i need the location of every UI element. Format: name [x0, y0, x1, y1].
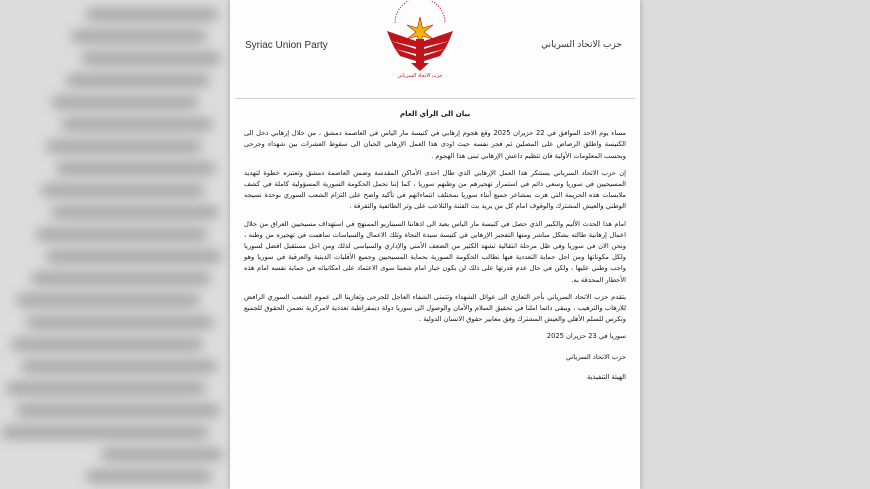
blurred-text-line: [87, 10, 217, 19]
logo-caption: حزب الاتحاد السرياني: [397, 73, 443, 79]
paragraph-2: إن حزب الاتحاد السرياني يستنكر هذا العمل الإرهابي الذي طال احدى الأماكن المقدسة وضمن العاصمة دمشق وتعتبره خطوة لتهديد المسيحيين في سوريا وسعي دائم في استمرار تهجيرهم من وطنهم سوريا ، كما إننا نحمل الحكومة السورية المسؤولية كاملة في كشف ملابسات هذه الجريمة التي هزت بمشاعر جميع أبناء سوريا بمختلف انتماءاتهم في تأكيد واضح على التزام الشعب السوري بوحدة نسيجه الوطني والعيش المشترك والوقوف امام كل من يريد بث الفتنة والتلاعب على وتر الطائفية والتفرقة .: [244, 168, 626, 211]
blurred-text-line: [102, 450, 222, 459]
blurred-text-line: [12, 340, 202, 349]
blurred-text-line: [17, 406, 219, 415]
blurred-text-line: [37, 230, 207, 239]
statement-body: [244, 108, 626, 387]
letterhead: [230, 0, 640, 98]
party-name-english: Syriac Union Party: [245, 40, 328, 51]
blurred-text-line: [42, 186, 204, 195]
header-divider: [235, 98, 635, 99]
blurred-background-right: [0, 0, 230, 489]
paragraph-1: مساء يوم الاحد الموافق في 22 حزيران 2025 وقع هجوم إرهابي في كنيسة مار الياس في العاصمة دمشق ، من خلال إرهابي دخل الى الكنيسة واطلق الرصاص على المصلين ثم فجر نفسه حيث اودى هذا العمل الإرهابي الجبان الى سقوط العشرات بين شهداء وجرحى وبحسب المعلومات الأولية فان تنظيم داعش الإرهابي تبنى هذا الهجوم .: [244, 129, 626, 160]
blurred-text-line: [52, 98, 198, 107]
statement-title: بيان الى الرأي العام: [399, 109, 471, 118]
blurred-text-line: [27, 318, 213, 327]
blurred-text-line: [2, 428, 208, 437]
statement-document: [230, 0, 640, 489]
blurred-text-line: [32, 274, 210, 283]
paragraph-4: يتقدم حزب الاتحاد السرياني بأحر التعازي الى عوائل الشهداء وتتمنى الشفاء العاجل للجرحى وتعازينا الى عموم الشعب السوري الرافض للارهاب والترهيب ، ويبقى دائما املنا في تحقيق السلام والأمان والوصول الى سوريا دولة ديمقراطية تعددية لامركزية تضمن الحقوق للجميع وتكرس للسلم الأهلي والعيش المشترك وفق معايير حقوق الانسان الدولية .: [244, 292, 626, 324]
blurred-text-line: [22, 362, 216, 371]
blurred-text-line: [52, 208, 218, 217]
blurred-text-line: [47, 252, 221, 261]
blurred-text-line: [87, 472, 211, 481]
blurred-text-line: [72, 32, 206, 41]
blurred-text-line: [47, 142, 201, 151]
signature-party: حزب الاتحاد السرياني: [565, 352, 626, 361]
party-logo: [383, 1, 457, 83]
blurred-text-line: [17, 296, 199, 305]
signature-body: الهيئة التنفيذية: [586, 372, 626, 381]
blurred-text-line: [82, 54, 220, 63]
blurred-text-line: [67, 76, 209, 85]
blurred-text-line: [62, 120, 212, 129]
blurred-text-line: [7, 384, 205, 393]
party-name-arabic: حزب الاتحاد السرياني: [541, 40, 622, 50]
date-line: سوريا في 23 حزيران 2025: [546, 332, 626, 341]
paragraph-3: امام هذا الحدث الأليم والكبير الذي حصل في كنيسة مار الياس يعيد الى اذهاننا السيناريو الممنهج في استهداف مسيحيين العراق من خلال اعمال إرهابية طالته بشكل مباشر ومنها التفجير الإرهابي في كنيسة سيدة النجاة وتلك الاعمال والسياسات ساهمت في تهجيره من وطنه ، ونحن الان في سوريا وفي ظل مرحلة انتقالية تشهد الكثير من الضعف الأمني والإداري والسياسي لذلك ومن اجل مستقبل افضل لسوريا ولكل مكوناتها ومن اجل حماية التعددية فيها نطالب الحكومة السورية بحماية المسيحيين وجميع الأقليات الدينية والعرقية في سوريا وهو واجب وطني عليها ، ولكن في حال عدم قدرتها على ذلك لن يكون خيار امام شعبنا سوى الاعتماد على امكانياته في حماية نفسه امام هذه الأخطار المحدقة به.: [244, 219, 626, 284]
blurred-text-line: [57, 164, 215, 173]
